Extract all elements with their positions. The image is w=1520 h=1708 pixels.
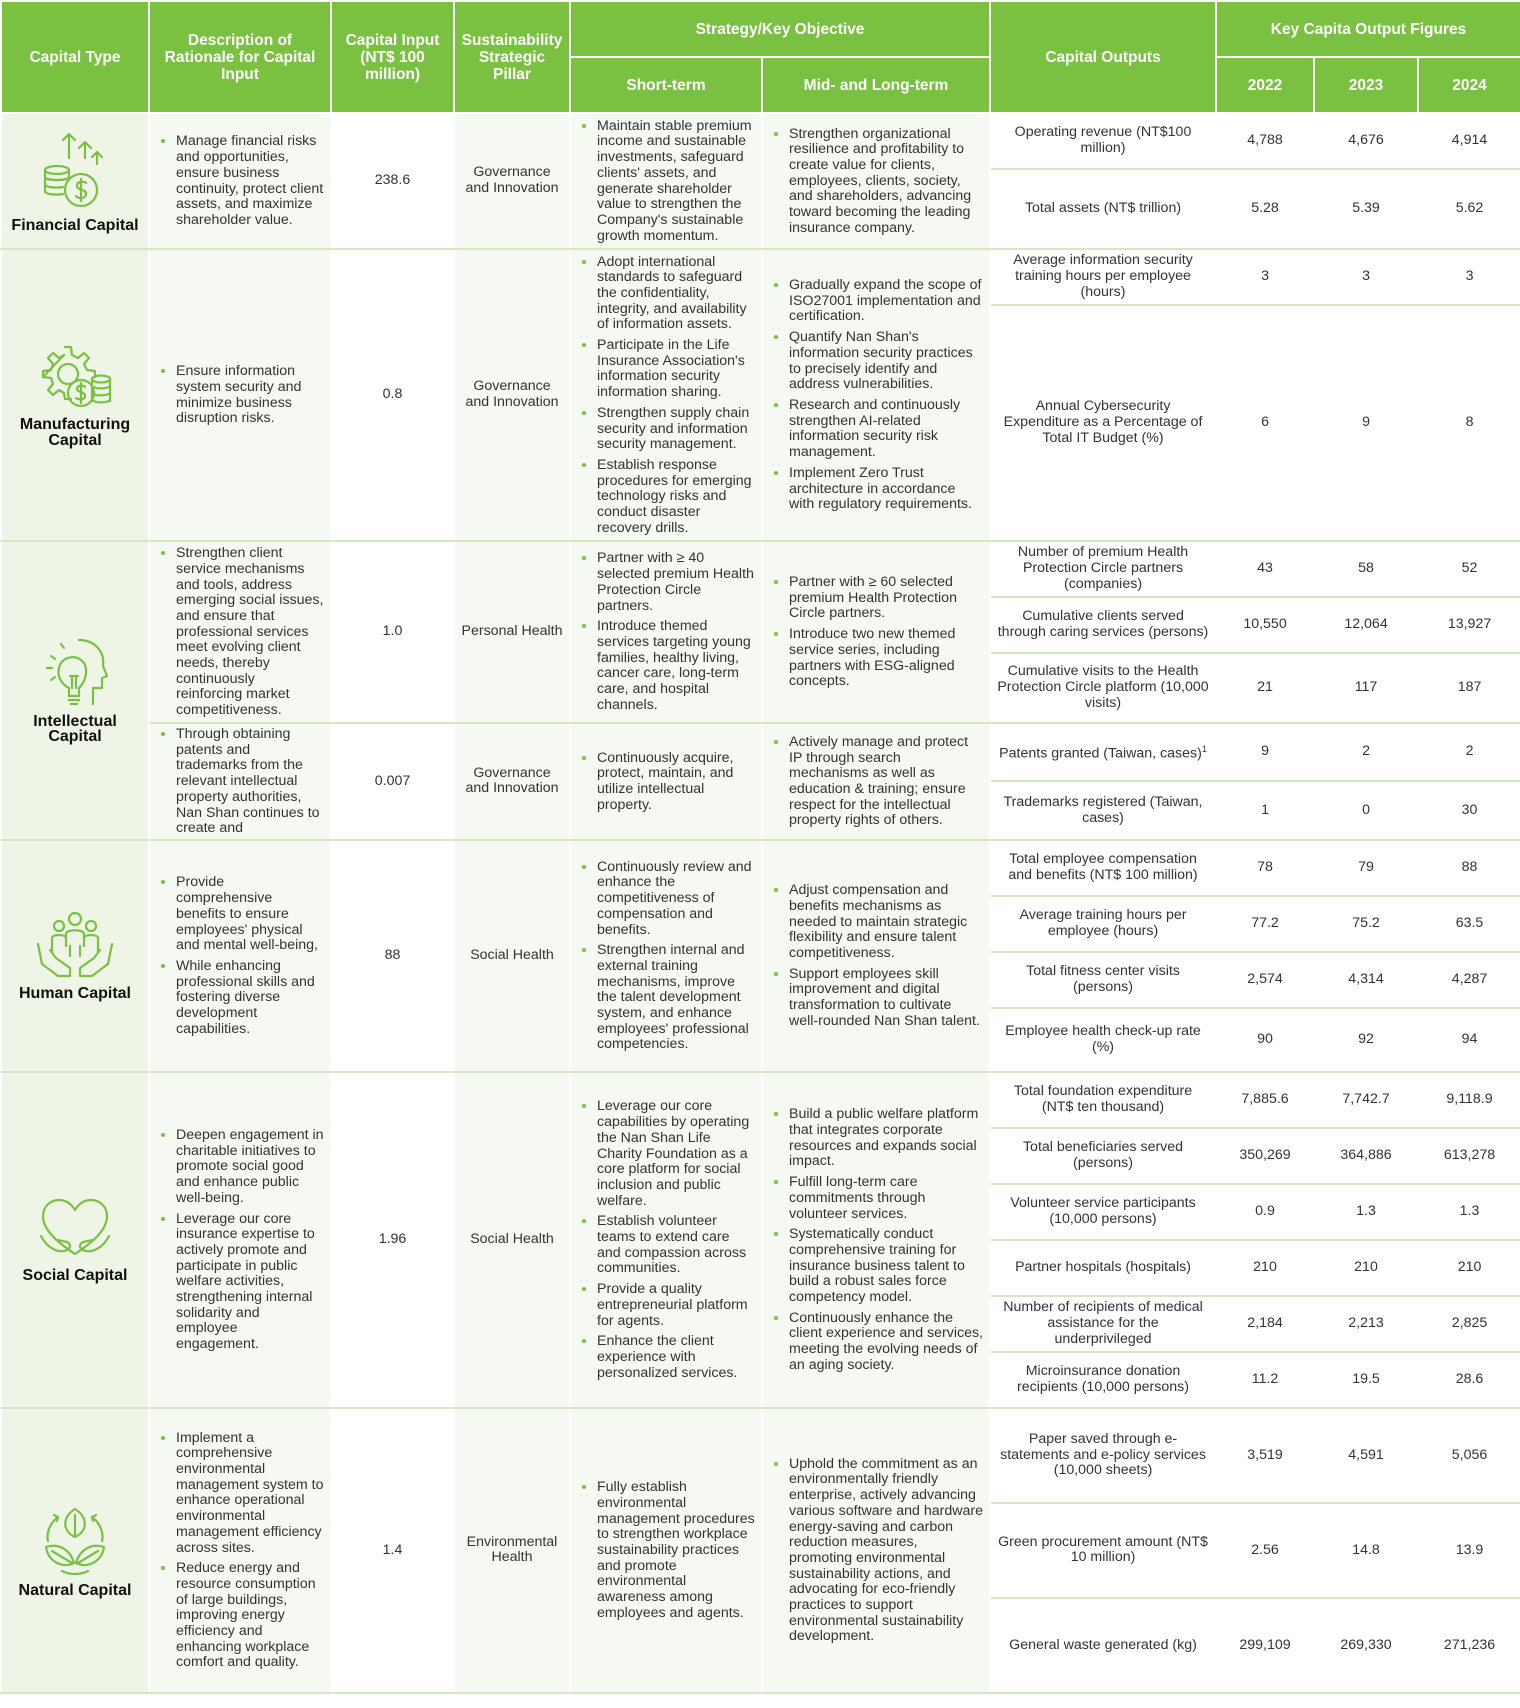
output-value-2024: 210 <box>1418 1240 1520 1296</box>
output-value-2022: 2,184 <box>1216 1296 1314 1352</box>
header-capital-type: Capital Type <box>1 1 149 113</box>
output-label: Green procurement amount (NT$ 10 million) <box>990 1503 1216 1598</box>
strategy-item: • Strengthen supply chain security and information security management. <box>597 405 755 453</box>
output-value-2022: 350,269 <box>1216 1128 1314 1184</box>
rationale-manufacturing <box>149 249 331 541</box>
output-value-2024: 3 <box>1418 249 1520 305</box>
strategy-item: • Partner with ≥ 40 selected premium Health Protection Circle partners. <box>597 550 755 614</box>
strategy-item: • Provide a quality entrepreneurial platform for agents. <box>597 1281 755 1329</box>
strategy-item: • Maintain stable premium income and sustainable investments, safeguard clients' assets, and generate shareholder value to strengthen the Company's sustainable growth momentum. <box>597 118 755 245</box>
output-value-2023: 4,314 <box>1314 952 1418 1008</box>
output-label: Paper saved through e-statements and e-policy services (10,000 sheets) <box>990 1408 1216 1503</box>
output-value-2022: 210 <box>1216 1240 1314 1296</box>
output-value-2022: 77.2 <box>1216 896 1314 952</box>
strategy-item: • Strengthen organizational resilience and profitability to create value for clients, employees, clients, society, and shareholders, advancing toward becoming the leading insurance company. <box>789 126 983 237</box>
output-value-2022: 7,885.6 <box>1216 1072 1314 1128</box>
strategy-item: • Leverage our core capabilities by operating the Nan Shan Life Charity Foundation as a core platform for social inclusion and public welfare. <box>597 1098 755 1209</box>
capital-name-social: Social Capital <box>22 1267 128 1285</box>
capital-input-human: 88 <box>331 840 454 1072</box>
capital-input-intellectual-a: 1.0 <box>331 541 454 723</box>
header-year-2022: 2022 <box>1216 57 1314 113</box>
rationale-item: • Leverage our core insurance expertise to actively promote and participate in public welfare activities, strengthening internal solidarity and employee engagement. <box>176 1211 324 1353</box>
mid-long-term-human <box>762 840 990 1072</box>
strategy-item: • Continuously acquire, protect, maintain, and utilize intellectual property. <box>597 750 755 814</box>
capital-input-financial: 238.6 <box>331 113 454 249</box>
pillar-natural: Environmental Health <box>454 1408 570 1693</box>
output-value-2023: 12,064 <box>1314 597 1418 653</box>
output-label: Operating revenue (NT$100 million) <box>990 113 1216 169</box>
short-term-intellectual-b <box>570 723 762 840</box>
output-value-2024: 52 <box>1418 541 1520 597</box>
mid-long-term-social <box>762 1072 990 1408</box>
capital-name-intellectual: Intellectual Capital <box>33 712 117 746</box>
output-value-2023: 269,330 <box>1314 1598 1418 1693</box>
output-label: Total fitness center visits (persons) <box>990 952 1216 1008</box>
header-rationale: Description of Rationale for Capital Input <box>149 1 331 113</box>
capital-type-natural <box>1 1408 149 1693</box>
output-value-2024: 5,056 <box>1418 1408 1520 1503</box>
capital-input-social: 1.96 <box>331 1072 454 1408</box>
output-value-2023: 9 <box>1314 305 1418 541</box>
capital-name-manufacturing: Manufacturing Capital <box>19 416 131 449</box>
output-value-2024: 13.9 <box>1418 1503 1520 1598</box>
strategy-item: • Fully establish environmental management procedures to strengthen workplace sustainability practices and promote environmental awareness among employees and agents. <box>597 1479 755 1621</box>
output-value-2022: 43 <box>1216 541 1314 597</box>
rationale-item: • Deepen engagement in charitable initiatives to promote social good and enhance public well-being. <box>176 1127 324 1207</box>
pillar-human: Social Health <box>454 840 570 1072</box>
strategy-item: • Uphold the commitment as an environmentally friendly enterprise, actively advancing various software and hardware energy-saving and carbon reduction measures, promoting environmental sustainability actions, and advocating for eco-friendly practices to support environmental sustainability development. <box>789 1456 983 1645</box>
rationale-item: • Reduce energy and resource consumption of large buildings, improving energy efficiency and enhancing workplace comfort and quality. <box>176 1560 324 1671</box>
rationale-item: • While enhancing professional skills and fostering diverse development capabilities. <box>176 958 324 1038</box>
strategy-item: • Continuously enhance the client experience and services, meeting the evolving needs of an aging society. <box>789 1310 983 1374</box>
output-label: Total employee compensation and benefits (NT$ 100 million) <box>990 840 1216 896</box>
rationale-item: • Through obtaining patents and trademarks from the relevant intellectual property authorities, Nan Shan continues to create and <box>176 726 324 837</box>
rationale-item: • Ensure information system security and minimize business disruption risks. <box>176 363 324 427</box>
output-value-2022: 3,519 <box>1216 1408 1314 1503</box>
strategy-item: • Establish volunteer teams to extend care and compassion across communities. <box>597 1213 755 1277</box>
header-short-term: Short-term <box>570 57 762 113</box>
output-value-2024: 271,236 <box>1418 1598 1520 1693</box>
output-value-2024: 88 <box>1418 840 1520 896</box>
output-value-2024: 2 <box>1418 723 1520 781</box>
output-value-2023: 210 <box>1314 1240 1418 1296</box>
strategy-item: • Continuously review and enhance the competitiveness of compensation and benefits. <box>597 859 755 939</box>
strategy-item: • Enhance the client experience with personalized services. <box>597 1333 755 1381</box>
strategy-item: • Implement Zero Trust architecture in accordance with regulatory requirements. <box>789 465 983 513</box>
header-mid-long-term: Mid- and Long-term <box>762 57 990 113</box>
pillar-social: Social Health <box>454 1072 570 1408</box>
pillar-financial: Governance and Innovation <box>454 113 570 249</box>
output-value-2022: 11.2 <box>1216 1352 1314 1408</box>
output-label: Number of recipients of medical assistance for the underprivileged <box>990 1296 1216 1352</box>
footnote-marker: 1 <box>1201 744 1207 754</box>
strategy-item: • Partner with ≥ 60 selected premium Health Protection Circle partners. <box>789 574 983 622</box>
mid-long-term-natural <box>762 1408 990 1693</box>
output-value-2024: 2,825 <box>1418 1296 1520 1352</box>
strategy-item: • Gradually expand the scope of ISO27001 implementation and certification. <box>789 277 983 325</box>
header-strategy: Strategy/Key Objective <box>570 1 990 57</box>
output-label: Number of premium Health Protection Circle partners (companies) <box>990 541 1216 597</box>
output-value-2022: 90 <box>1216 1008 1314 1072</box>
rationale-human <box>149 840 331 1072</box>
strategy-item: • Systematically conduct comprehensive training for insurance business talent to build a robust sales force competency model. <box>789 1226 983 1306</box>
output-value-2022: 5.28 <box>1216 169 1314 249</box>
output-value-2024: 187 <box>1418 653 1520 723</box>
output-value-2022: 4,788 <box>1216 113 1314 169</box>
capital-type-social <box>1 1072 149 1408</box>
output-value-2022: 9 <box>1216 723 1314 781</box>
header-capital-input: Capital Input (NT$ 100 million) <box>331 1 454 113</box>
output-value-2023: 3 <box>1314 249 1418 305</box>
output-value-2022: 21 <box>1216 653 1314 723</box>
strategy-item: • Participate in the Life Insurance Association's information security information sharing. <box>597 337 755 401</box>
output-value-2023: 75.2 <box>1314 896 1418 952</box>
leaves-recycle-icon <box>6 1503 144 1577</box>
strategy-item: • Strengthen internal and external training mechanisms, improve the talent development system, and enhance employees' professional competencies. <box>597 942 755 1053</box>
output-value-2022: 10,550 <box>1216 597 1314 653</box>
output-value-2022: 0.9 <box>1216 1184 1314 1240</box>
pillar-manufacturing: Governance and Innovation <box>454 249 570 541</box>
rationale-financial <box>149 113 331 249</box>
capital-input-manufacturing: 0.8 <box>331 249 454 541</box>
output-value-2023: 79 <box>1314 840 1418 896</box>
output-value-2023: 1.3 <box>1314 1184 1418 1240</box>
output-value-2023: 2,213 <box>1314 1296 1418 1352</box>
output-label: Annual Cybersecurity Expenditure as a Percentage of Total IT Budget (%) <box>990 305 1216 541</box>
mid-long-term-financial <box>762 113 990 249</box>
output-label: Average training hours per employee (hours) <box>990 896 1216 952</box>
output-value-2022: 6 <box>1216 305 1314 541</box>
strategy-item: • Support employees skill improvement and digital transformation to cultivate well-rounded Nan Shan talent. <box>789 966 983 1030</box>
output-value-2023: 92 <box>1314 1008 1418 1072</box>
strategy-item: • Introduce themed services targeting young families, healthy living, cancer care, long-term care, and hospital channels. <box>597 618 755 713</box>
coins-dollar-growth-icon <box>6 128 144 212</box>
pillar-intellectual-a: Personal Health <box>454 541 570 723</box>
output-value-2024: 5.62 <box>1418 169 1520 249</box>
gear-coins-icon <box>6 341 144 411</box>
mid-long-term-manufacturing <box>762 249 990 541</box>
capital-name-natural: Natural Capital <box>18 1581 132 1599</box>
output-value-2023: 364,886 <box>1314 1128 1418 1184</box>
output-value-2022: 1 <box>1216 781 1314 839</box>
mid-long-term-intellectual-b <box>762 723 990 840</box>
rationale-item: • Implement a comprehensive environmental management system to enhance operational environmental management efficiency across sites. <box>176 1430 324 1557</box>
output-value-2023: 58 <box>1314 541 1418 597</box>
output-value-2024: 30 <box>1418 781 1520 839</box>
output-label: Patents granted (Taiwan, cases) <box>999 745 1202 762</box>
output-value-2023: 0 <box>1314 781 1418 839</box>
output-value-2022: 78 <box>1216 840 1314 896</box>
output-value-2023: 19.5 <box>1314 1352 1418 1408</box>
rationale-intellectual-b <box>149 723 331 840</box>
rationale-item: • Manage financial risks and opportunities, ensure business continuity, protect client assets, and maximize shareholder value. <box>176 133 324 228</box>
output-value-2022: 3 <box>1216 249 1314 305</box>
capital-type-intellectual <box>1 541 149 840</box>
output-label: Partner hospitals (hospitals) <box>990 1240 1216 1296</box>
output-value-2024: 9,118.9 <box>1418 1072 1520 1128</box>
output-value-2022: 2,574 <box>1216 952 1314 1008</box>
strategy-item: • Research and continuously strengthen AI-related information security risk management. <box>789 397 983 461</box>
output-value-2024: 613,278 <box>1418 1128 1520 1184</box>
rationale-social <box>149 1072 331 1408</box>
header-year-2024: 2024 <box>1418 57 1520 113</box>
strategy-item: • Adopt international standards to safeguard the confidentiality, integrity, and availability of information assets. <box>597 254 755 334</box>
strategy-item: • Establish response procedures for emerging technology risks and conduct disaster recovery drills. <box>597 457 755 537</box>
output-label: Volunteer service participants (10,000 persons) <box>990 1184 1216 1240</box>
output-value-2022: 2.56 <box>1216 1503 1314 1598</box>
output-value-2023: 7,742.7 <box>1314 1072 1418 1128</box>
strategy-item: • Quantify Nan Shan's information security practices to precisely identify and address vulnerabilities. <box>789 329 983 393</box>
capital-type-human <box>1 840 149 1072</box>
rationale-item: • Provide comprehensive benefits to ensure employees' physical and mental well-being, <box>176 874 324 954</box>
capital-type-financial <box>1 113 149 249</box>
output-label: Trademarks registered (Taiwan, cases) <box>990 781 1216 839</box>
output-label: Cumulative clients served through caring services (persons) <box>990 597 1216 653</box>
strategy-item: • Fulfill long-term care commitments through volunteer services. <box>789 1174 983 1222</box>
capital-input-intellectual-b: 0.007 <box>331 723 454 840</box>
short-term-intellectual-a <box>570 541 762 723</box>
output-label: Employee health check-up rate (%) <box>990 1008 1216 1072</box>
output-value-2023: 5.39 <box>1314 169 1418 249</box>
output-value-2024: 8 <box>1418 305 1520 541</box>
output-value-2023: 4,591 <box>1314 1408 1418 1503</box>
mid-long-term-intellectual-a <box>762 541 990 723</box>
output-value-2023: 117 <box>1314 653 1418 723</box>
output-value-2024: 28.6 <box>1418 1352 1520 1408</box>
rationale-intellectual-a <box>149 541 331 723</box>
strategy-item: • Actively manage and protect IP through search mechanisms as well as education & training; ensure respect for the intellectual property rights of others. <box>789 734 983 829</box>
output-value-2022: 299,109 <box>1216 1598 1314 1693</box>
output-value-2024: 63.5 <box>1418 896 1520 952</box>
rationale-item: • Strengthen client service mechanisms and tools, address emerging social issues, and ensure that professional services meet evolving client needs, thereby continuously reinforcing market competitiveness. <box>176 545 324 719</box>
output-value-2024: 94 <box>1418 1008 1520 1072</box>
output-label: Cumulative visits to the Health Protection Circle platform (10,000 visits) <box>990 653 1216 723</box>
output-label: Average information security training hours per employee (hours) <box>990 249 1216 305</box>
short-term-manufacturing <box>570 249 762 541</box>
strategy-item: • Build a public welfare platform that integrates corporate resources and expands social impact. <box>789 1106 983 1170</box>
output-label: Total foundation expenditure (NT$ ten thousand) <box>990 1072 1216 1128</box>
header-key-figures: Key Capita Output Figures <box>1216 1 1520 57</box>
output-patents <box>990 723 1216 781</box>
people-hands-icon <box>6 910 144 980</box>
strategy-item: • Introduce two new themed service series, including partners with ESG-aligned concepts. <box>789 626 983 690</box>
output-value-2023: 2 <box>1314 723 1418 781</box>
capital-input-natural: 1.4 <box>331 1408 454 1693</box>
lightbulb-head-icon <box>6 636 144 708</box>
output-label: Total assets (NT$ trillion) <box>990 169 1216 249</box>
capital-name-human: Human Capital <box>18 985 131 1003</box>
output-value-2024: 4,287 <box>1418 952 1520 1008</box>
header-year-2023: 2023 <box>1314 57 1418 113</box>
output-value-2024: 4,914 <box>1418 113 1520 169</box>
pillar-intellectual-b: Governance and Innovation <box>454 723 570 840</box>
short-term-social <box>570 1072 762 1408</box>
header-pillar: Sustainability Strategic Pillar <box>454 1 570 113</box>
heart-hands-icon <box>6 1196 144 1262</box>
output-label: Total beneficiaries served (persons) <box>990 1128 1216 1184</box>
output-value-2024: 1.3 <box>1418 1184 1520 1240</box>
output-value-2023: 14.8 <box>1314 1503 1418 1598</box>
strategy-item: • Adjust compensation and benefits mechanisms as needed to maintain strategic flexibility and ensure talent competitiveness. <box>789 882 983 962</box>
header-capital-outputs: Capital Outputs <box>990 1 1216 113</box>
output-label: General waste generated (kg) <box>990 1598 1216 1693</box>
capital-name-financial: Financial Capital <box>11 217 139 235</box>
output-label: Microinsurance donation recipients (10,000 persons) <box>990 1352 1216 1408</box>
output-value-2024: 13,927 <box>1418 597 1520 653</box>
short-term-financial <box>570 113 762 249</box>
short-term-human <box>570 840 762 1072</box>
rationale-natural <box>149 1408 331 1693</box>
short-term-natural <box>570 1408 762 1693</box>
output-value-2023: 4,676 <box>1314 113 1418 169</box>
capital-type-manufacturing <box>1 249 149 541</box>
